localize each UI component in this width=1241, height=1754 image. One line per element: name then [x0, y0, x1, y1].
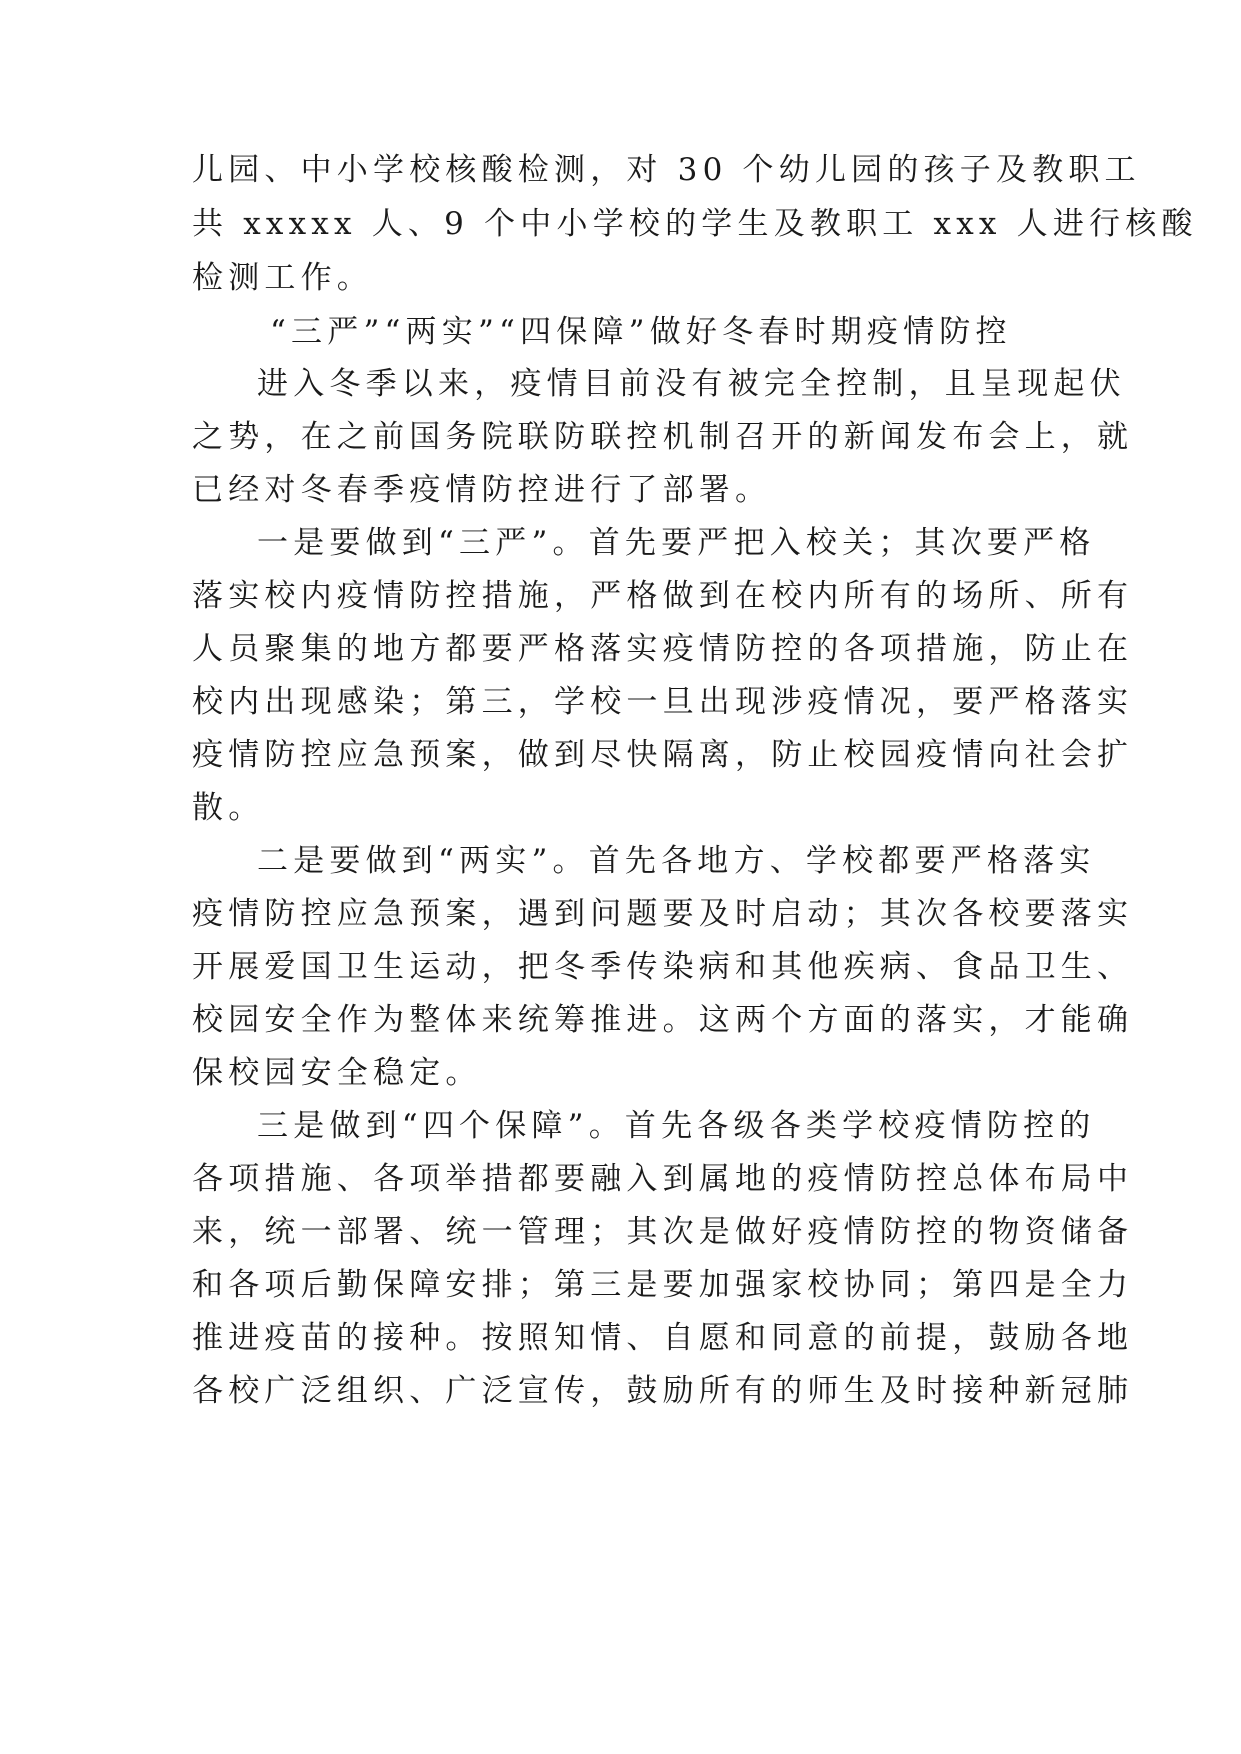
body-text-line: 各校广泛组织、广泛宣传，鼓励所有的师生及时接种新冠肺 — [192, 1373, 1134, 1409]
body-text-line: 人员聚集的地方都要严格落实疫情防控的各项措施，防止在 — [192, 631, 1134, 667]
body-text-line: 落实校内疫情防控措施，严格做到在校内所有的场所、所有 — [192, 578, 1134, 614]
body-text-line: 推进疫苗的接种。按照知情、自愿和同意的前提，鼓励各地 — [192, 1320, 1134, 1356]
body-text-line: 儿园、中小学校核酸检测，对 30 个幼儿园的孩子及教职工 — [192, 152, 1141, 188]
body-text-line: 校园安全作为整体来统筹推进。这两个方面的落实，才能确 — [192, 1002, 1134, 1038]
body-text-line: 各项措施、各项举措都要融入到属地的疫情防控总体布局中 — [192, 1161, 1134, 1197]
section-heading: “三严”“两实”“四保障”做好冬春时期疫情防控 — [270, 314, 1012, 350]
body-text-line: 共 xxxxx 人、9 个中小学校的学生及教职工 xxx 人进行核酸 — [192, 206, 1198, 242]
body-text-line: 疫情防控应急预案，做到尽快隔离，防止校园疫情向社会扩 — [192, 737, 1134, 773]
body-text-line: 已经对冬春季疫情防控进行了部署。 — [192, 472, 772, 508]
body-text-line: 散。 — [192, 790, 265, 826]
body-text-line: 进入冬季以来，疫情目前没有被完全控制，且呈现起伏 — [257, 366, 1126, 402]
body-text-line: 之势，在之前国务院联防联控机制召开的新闻发布会上，就 — [192, 419, 1134, 455]
body-text-line: 疫情防控应急预案，遇到问题要及时启动；其次各校要落实 — [192, 896, 1134, 932]
body-text-line: 开展爱国卫生运动，把冬季传染病和其他疾病、食品卫生、 — [192, 949, 1134, 985]
body-text-line: 保校园安全稳定。 — [192, 1055, 482, 1091]
body-text-line: 检测工作。 — [192, 260, 373, 296]
body-text-line: 三是做到“四个保障”。首先各级各类学校疫情防控的 — [257, 1108, 1096, 1144]
body-text-line: 二是要做到“两实”。首先各地方、学校都要严格落实 — [257, 843, 1096, 879]
body-text-line: 和各项后勤保障安排；第三是要加强家校协同；第四是全力 — [192, 1267, 1134, 1303]
body-text-line: 校内出现感染；第三，学校一旦出现涉疫情况，要严格落实 — [192, 684, 1134, 720]
body-text-line: 来，统一部署、统一管理；其次是做好疫情防控的物资储备 — [192, 1214, 1134, 1250]
body-text-line: 一是要做到“三严”。首先要严把入校关；其次要严格 — [257, 525, 1096, 561]
